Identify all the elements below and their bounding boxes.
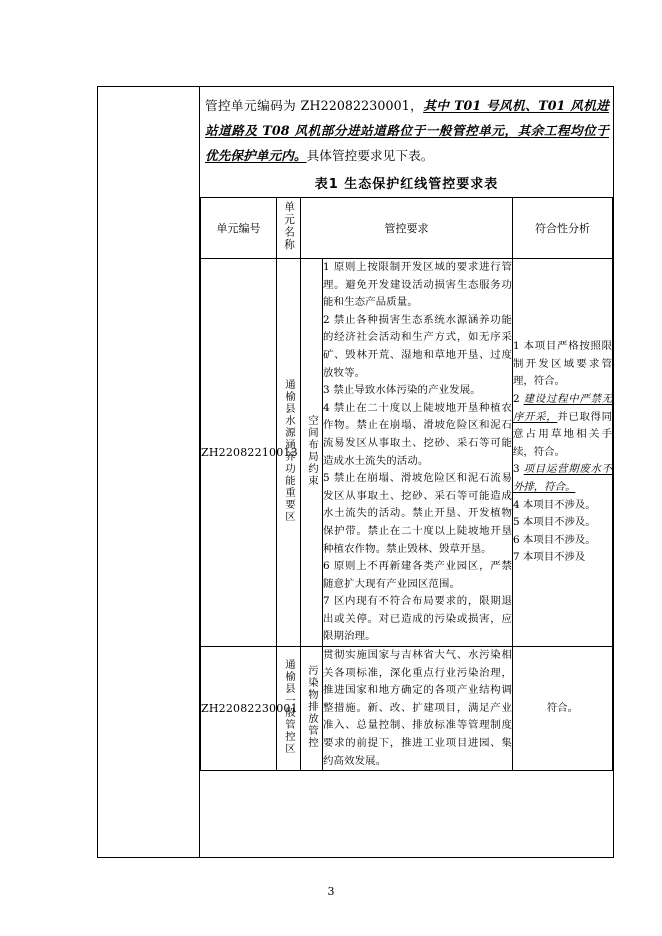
compliance-prefix: 7 本项目不涉及 — [513, 551, 586, 564]
compliance-line — [513, 514, 612, 532]
compliance-line — [513, 700, 612, 718]
compliance-emphasis: 建设过程中严禁无序开采， — [513, 392, 613, 423]
compliance-emphasis: 项目运营期废水不外排，符合。 — [513, 463, 613, 493]
compliance-prefix: 6 本项目不涉及。 — [513, 533, 596, 546]
compliance-line — [513, 461, 612, 496]
header-unit-name — [277, 198, 301, 259]
compliance-line — [513, 549, 612, 567]
requirement-line: 贯彻实施国家与吉林省大气、水污染相关各项标准，深化重点行业污染治理，推进国家和地方确定的各项产业结构调整措施。新、改、扩建项目，满足产业准入、总量控制、排放标准等管理制度要求的前提下，推进工业项目进园、集约高效发展。 — [323, 649, 512, 767]
intro-paragraph — [200, 87, 613, 168]
compliance-prefix: 1 本项目严格按照限制开发区域要求管理，符合。 — [513, 340, 612, 388]
intro-tail: 具体管控要求见下表。 — [306, 148, 434, 163]
left-gutter-column — [98, 87, 200, 857]
requirement-line: 6 原则上不再新建各类产业园区，严禁随意扩大现有产业园区范围。 — [323, 560, 512, 590]
compliance-prefix: 5 本项目不涉及。 — [513, 516, 596, 529]
compliance-line — [513, 532, 612, 550]
control-requirements-table — [200, 197, 613, 771]
requirement-line: 5 禁止在崩塌、滑坡危险区和泥石流易发区从事取土、挖砂、采石等可能造成水土流失的活动。禁止开垦、开发植物保护带。禁止在二十度以上陡坡地开垦种植农作物。禁止毁林、毁草开垦。 — [323, 472, 512, 555]
compliance-line — [513, 338, 612, 391]
table-row — [201, 647, 613, 771]
unit-name-text: 通榆县水源涵养功能重要区 — [282, 379, 295, 524]
requirement-line: 7 区内现有不符合布局要求的，限期退出或关停。对已造成的污染或损害，应限期治理。 — [323, 595, 512, 643]
unit-name-text: 通榆县一般管控区 — [282, 659, 295, 756]
cell-unit-code: ZH22082210013 — [201, 259, 277, 647]
intro-emphasis: 其中 T01 号风机、T01 风机进站道路及 T08 风机部分进站道路位于一般管控单元，其余工程均位于优先保护单元内。 — [205, 98, 610, 163]
header-compliance: 符合性分析 — [513, 198, 613, 259]
requirement-line: 2 禁止各种损害生态系统水源涵养功能的经济社会活动和生产方式，如无序采矿、毁林开荒、湿地和草地开垦、过度放牧等。 — [323, 313, 512, 379]
cell-requirements — [323, 647, 513, 771]
table-body — [201, 259, 613, 771]
intro-lead: 管控单元编码为 ZH22082230001， — [205, 98, 424, 113]
requirement-line: 4 禁止在二十度以上陡坡地开垦种植农作物。禁止在崩塌、滑坡危险区和泥石流易发区从事取土、挖砂、采石等可能造成水土流失的活动。 — [323, 401, 512, 467]
form-frame — [97, 86, 614, 858]
compliance-prefix: 4 本项目不涉及。 — [513, 498, 596, 511]
cell-sub-category — [301, 259, 323, 647]
page-number-footer: 3 — [327, 885, 335, 898]
compliance-line — [513, 391, 612, 461]
header-requirement: 管控要求 — [301, 198, 513, 259]
compliance-prefix: 2 — [513, 392, 524, 405]
cell-unit-code: ZH22082230001 — [201, 647, 277, 771]
requirement-line: 3 禁止导致水体污染的产业发展。 — [323, 384, 481, 397]
table-row — [201, 259, 613, 647]
table-caption: 表1 生态保护红线管控要求表 — [314, 177, 499, 192]
header-unit-name-text: 单元名称 — [283, 201, 296, 252]
sub-category-text: 空间布局约束 — [305, 415, 318, 488]
compliance-line — [513, 497, 612, 515]
requirement-line: 1 原则上按限制开发区域的要求进行管理。避免开发建设活动损害生态服务功能和生态产品质量。 — [323, 261, 512, 309]
compliance-prefix: 符合。 — [546, 701, 579, 714]
header-unit-code: 单元编号 — [201, 198, 277, 259]
cell-compliance — [513, 647, 613, 771]
cell-requirements — [323, 259, 513, 647]
compliance-suffix: 并已取得同意占用草地相关手续，符合。 — [513, 410, 613, 458]
content-column — [200, 87, 613, 857]
table-header-row — [201, 198, 613, 259]
compliance-prefix: 3 — [513, 463, 524, 476]
cell-sub-category — [301, 647, 323, 771]
cell-compliance — [513, 259, 613, 647]
sub-category-text: 污染物排放管控 — [305, 665, 318, 750]
